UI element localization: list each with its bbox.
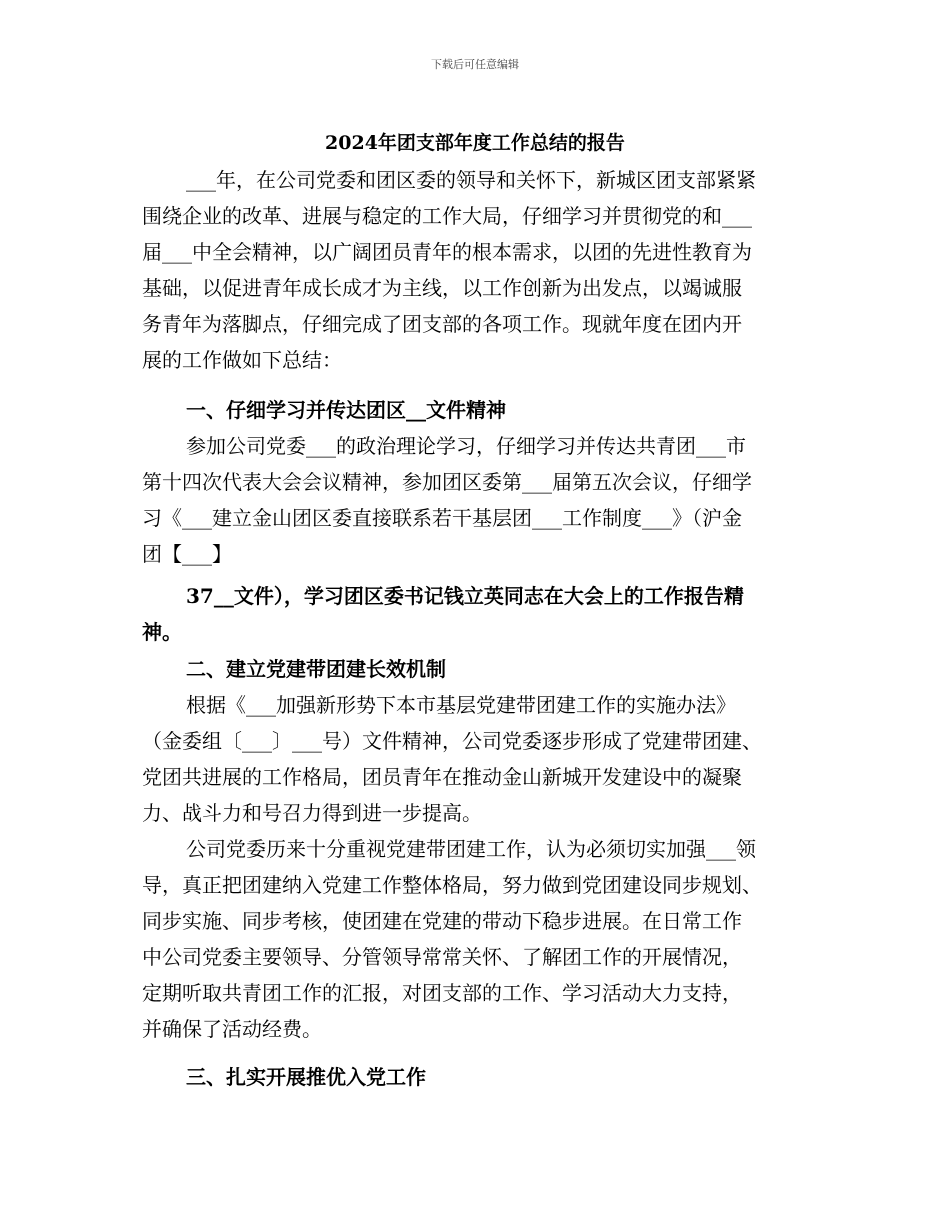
paragraph-line: 同步实施、同步考核，使团建在党建的带动下稳步进展。在日常工作	[142, 909, 742, 933]
paragraph-line: ___年，在公司党委和团区委的领导和关怀下，新城区团支部紧紧	[186, 168, 756, 192]
paragraph-line: 展的工作做如下总结：	[142, 348, 342, 372]
paragraph-line: 习《___建立金山团区委直接联系若干基层团___工作制度___》（沪金	[142, 506, 742, 530]
section-heading: 二、建立党建带团建长效机制	[186, 657, 446, 681]
section-3	[142, 1059, 812, 1095]
paragraph-line: 团【___】	[142, 542, 232, 566]
paragraph-line: 定期听取共青团工作的汇报，对团支部的工作、学习活动大力支持，	[142, 981, 742, 1005]
section-1	[142, 392, 812, 572]
paragraph-line: 37__文件），学习团区委书记钱立英同志在大会上的工作报告精	[186, 584, 744, 608]
paragraph-line: 神。	[142, 620, 182, 644]
paragraph-line: 力、战斗力和号召力得到进一步提高。	[142, 801, 482, 825]
intro-paragraph	[142, 162, 812, 378]
header-note: 下载后可任意编辑	[431, 58, 519, 71]
section-heading: 三、扎实开展推优入党工作	[186, 1065, 426, 1089]
paragraph-line: 中公司党委主要领导、分管领导常常关怀、了解团工作的开展情况，	[142, 945, 742, 969]
paragraph-line: 根据《___加强新形势下本市基层党建带团建工作的实施办法》	[186, 693, 736, 717]
paragraph-line: 公司党委历来十分重视党建带团建工作，认为必须切实加强___领	[186, 837, 756, 861]
paragraph-line: 参加公司党委___的政治理论学习，仔细学习并传达共青团___市	[186, 434, 746, 458]
paragraph-line: 并确保了活动经费。	[142, 1017, 322, 1041]
section-1-bold-paragraph	[142, 578, 812, 650]
document-title: 2024年团支部年度工作总结的报告	[325, 132, 625, 154]
paragraph-line: 第十四次代表大会会议精神，参加团区委第___届第五次会议，仔细学	[142, 470, 752, 494]
paragraph-line: 届___中全会精神，以广阔团员青年的根本需求，以团的先进性教育为	[142, 240, 752, 264]
paragraph-line: 务青年为落脚点，仔细完成了团支部的各项工作。现就年度在团内开	[142, 312, 742, 336]
section-heading: 一、仔细学习并传达团区__文件精神	[186, 398, 506, 422]
paragraph-line: 基础，以促进青年成长成才为主线，以工作创新为出发点，以竭诚服	[142, 276, 742, 300]
paragraph-line: 党团共进展的工作格局，团员青年在推动金山新城开发建设中的凝聚	[142, 765, 742, 789]
paragraph-line: 导，真正把团建纳入党建工作整体格局，努力做到党团建设同步规划、	[142, 873, 762, 897]
section-2	[142, 651, 812, 1083]
paragraph-line: （金委组〔___〕___号）文件精神，公司党委逐步形成了党建带团建、	[142, 729, 762, 753]
paragraph-line: 围绕企业的改革、进展与稳定的工作大局，仔细学习并贯彻党的和___	[142, 204, 752, 228]
